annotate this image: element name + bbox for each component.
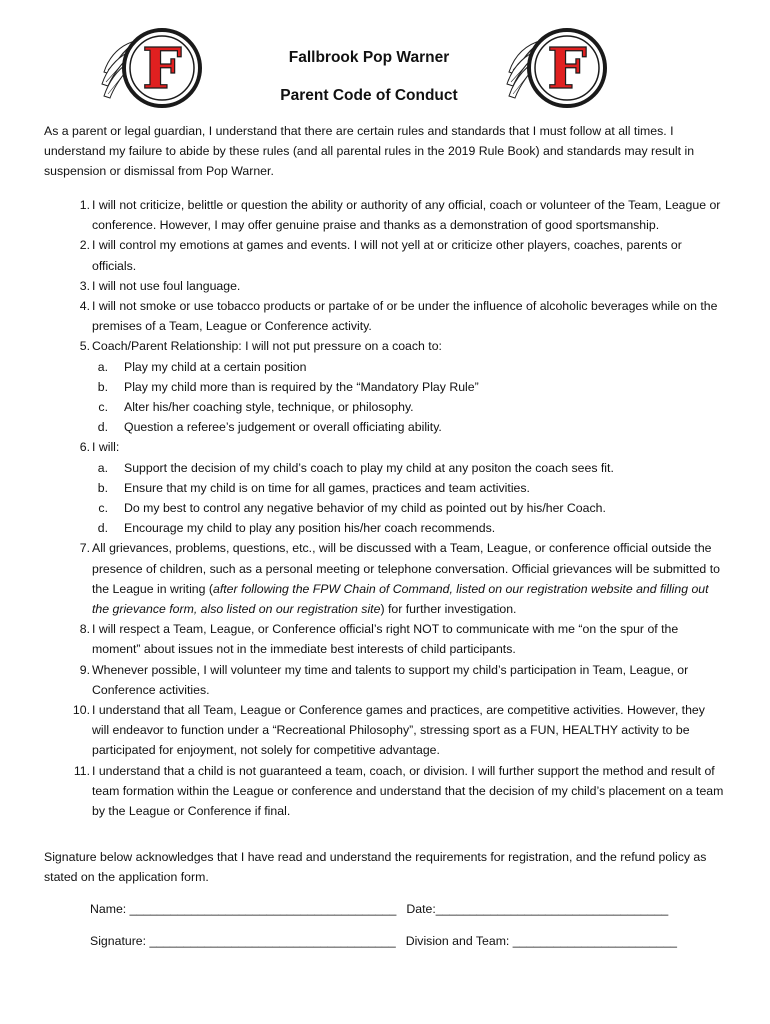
rule-number: 8. xyxy=(79,622,90,637)
subitem-text: Question a referee’s judgement or overall officiating ability. xyxy=(124,420,442,435)
rule-number: 1. xyxy=(79,198,90,212)
rule-item xyxy=(44,437,724,457)
division-team-field[interactable]: Division and Team: ________________________ xyxy=(405,934,677,948)
rule-number: 4. xyxy=(79,299,90,314)
rule-item xyxy=(44,336,724,356)
rule-number: 7. xyxy=(79,541,90,556)
subitem-letter: d. xyxy=(97,521,108,536)
subitem-letter: b. xyxy=(97,379,108,394)
rule-text-part: All grievances, problems, questions, etc., will be discussed with a Team, League, or conference official outside the presence of children, such as a personal meeting or telephone conversation. Official grievances will be submitted to the League in writing ( xyxy=(92,541,720,596)
rules-list xyxy=(44,195,724,821)
signature-field[interactable]: Signature: ____________________________________ xyxy=(90,934,396,948)
document-subtitle: Parent Code of Conduct xyxy=(280,87,458,104)
date-field[interactable]: Date:__________________________________ xyxy=(406,902,669,916)
rule-item xyxy=(44,276,724,296)
rule-number: 3. xyxy=(79,278,90,293)
rule-number: 5. xyxy=(79,339,90,354)
subitem-text: Alter his/her coaching style, technique, or philosophy. xyxy=(124,400,414,415)
rule-subitem xyxy=(44,377,724,397)
logo-letter: F xyxy=(547,36,587,102)
rule-item xyxy=(44,619,724,659)
rule-text-part: ) for further investigation. xyxy=(380,602,517,617)
subitem-text: Ensure that my child is on time for all games, practices and team activities. xyxy=(124,480,530,495)
rule-number: 9. xyxy=(79,662,90,677)
rule-text: Whenever possible, I will volunteer my time and talents to support my child’s participation in Team, League, or Conference activities. xyxy=(92,662,689,697)
rule-text xyxy=(90,538,724,619)
rule-text: I will not smoke or use tobacco products or partake of or be under the influence of alcoholic beverages while on the premises of a Team, League or Conference activity. xyxy=(92,299,718,334)
intro-paragraph: As a parent or legal guardian, I understand that there are certain rules and standards that I must follow at all times. I understand my failure to abide by these rules (and all parental rules in the 2019 Rule Book) and standards may result in suspension or dismissal from Pop Warner. xyxy=(44,124,695,179)
rule-subitem xyxy=(44,458,724,478)
signature-row-1 xyxy=(90,902,668,916)
rule-item xyxy=(44,660,724,700)
name-field[interactable]: Name: _______________________________________ xyxy=(90,902,397,916)
rule-subitem xyxy=(44,357,724,377)
rule-text: I will control my emotions at games and events. I will not yell at or criticize other players, coaches, parents or officials. xyxy=(92,238,682,273)
rule-text: Coach/Parent Relationship: I will not put pressure on a coach to: xyxy=(92,339,442,354)
rule-text: I will: xyxy=(92,440,120,455)
rule-item xyxy=(44,700,724,761)
subitem-text: Play my child at a certain position xyxy=(124,359,307,374)
subitem-text: Play my child more than is required by the “Mandatory Play Rule” xyxy=(124,379,479,394)
rule-item xyxy=(44,235,724,275)
document-title: Fallbrook Pop Warner xyxy=(288,49,450,66)
rule-text: I will not use foul language. xyxy=(92,278,241,293)
subitem-letter: d. xyxy=(97,420,108,435)
rule-subitem xyxy=(44,478,724,498)
rule-subitem xyxy=(44,518,724,538)
rule-item xyxy=(44,296,724,336)
rule-number: 11. xyxy=(73,763,90,778)
logo-letter: F xyxy=(142,36,182,102)
rule-text: I will not criticize, belittle or question the ability or authority of any official, coach or volunteer of the Team, League or conference. However, I may offer genuine praise and thanks as a demonstration of good sportsmanship. xyxy=(92,198,721,233)
subitem-letter: c. xyxy=(98,400,108,415)
subitem-text: Do my best to control any negative behavior of my child as pointed out by his/her Coach. xyxy=(124,501,606,516)
rule-text-italic: after following the FPW Chain of Command, listed on our registration website and filling out the grievance form, also listed on our registration site xyxy=(92,581,709,617)
rule-text: I will respect a Team, League, or Conference official’s right NOT to communicate with me “on the spur of the moment” about issues not in the immediate best interests of child participants. xyxy=(92,622,679,657)
subitem-text: Support the decision of my child’s coach to play my child at any positon the coach sees fit. xyxy=(124,460,614,475)
subitem-letter: a. xyxy=(97,460,108,475)
subitem-letter: c. xyxy=(98,501,108,516)
rule-number: 2. xyxy=(79,238,90,253)
rule-subitem xyxy=(44,397,724,417)
rule-subitem xyxy=(44,498,724,518)
rule-subitem xyxy=(44,417,724,437)
subitem-letter: a. xyxy=(97,359,108,374)
rule-text: I understand that all Team, League or Conference games and practices, are competitive activities. However, they will endeavor to function under a “Recreational Philosophy”, stressing sport as a FUN, HEALTHY activity to be participated for enjoyment, not solely for competitive advantage. xyxy=(92,703,705,758)
rule-item xyxy=(44,195,724,235)
document-header xyxy=(0,48,770,106)
rule-item xyxy=(44,761,724,822)
acknowledgement-paragraph: Signature below acknowledges that I have read and understand the requirements for registration, and the refund policy as stated on the application form. xyxy=(44,850,707,885)
signature-row-2 xyxy=(90,934,677,948)
subitem-text: Encourage my child to play any position his/her coach recommends. xyxy=(124,521,496,536)
rule-number: 6. xyxy=(79,440,90,455)
rule-text: I understand that a child is not guaranteed a team, coach, or division. I will further support the method and result of team formation within the League or conference and understand that the decision of my child’s placement on a team by the League or Conference if final. xyxy=(92,763,724,819)
subitem-letter: b. xyxy=(97,480,108,495)
rule-item xyxy=(44,538,724,619)
rule-number: 10. xyxy=(72,703,90,718)
